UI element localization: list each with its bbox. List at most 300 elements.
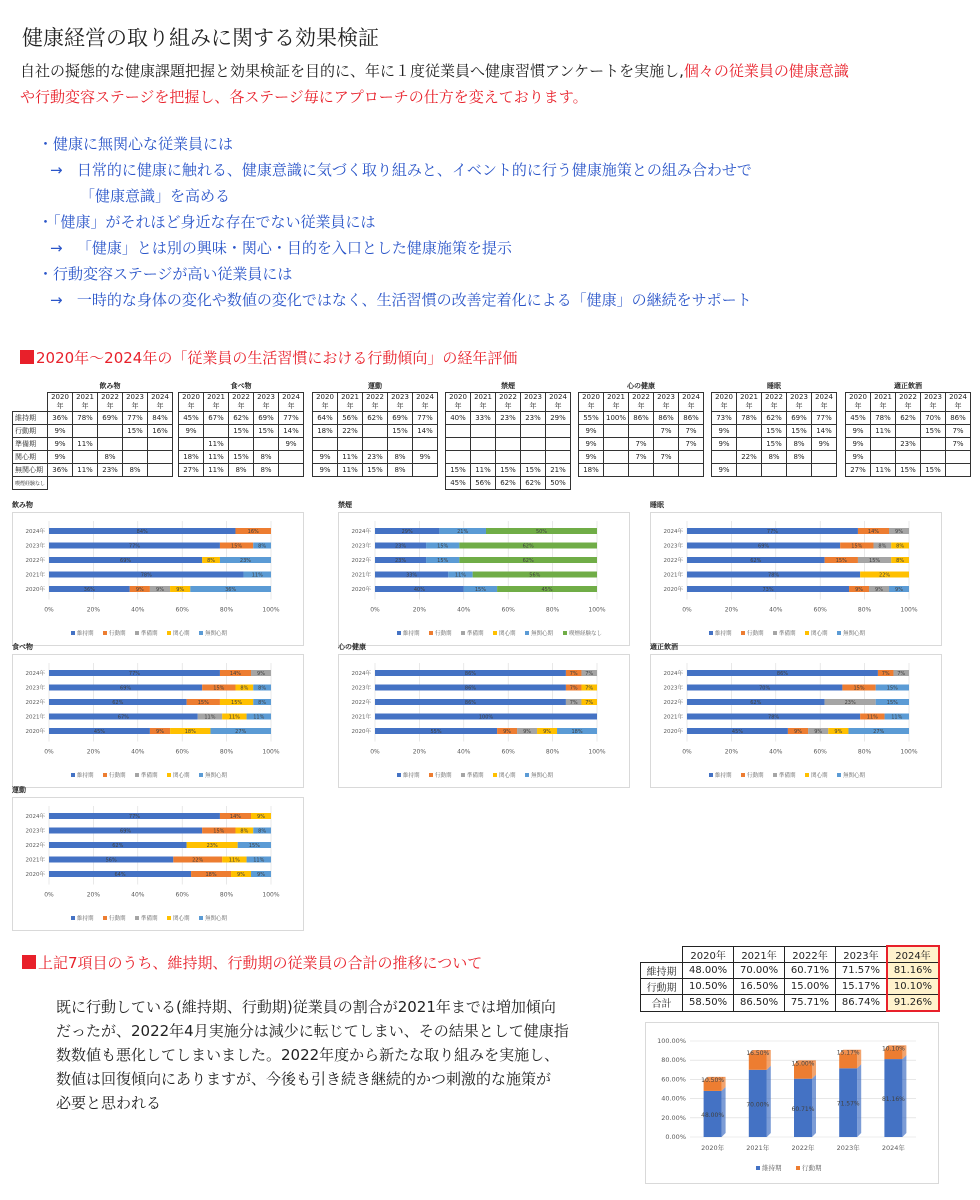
bar-value-label: 15%	[231, 543, 243, 550]
stage-cell: 18%	[313, 425, 338, 438]
stage-cell	[179, 438, 204, 451]
stage-cell: 27%	[846, 464, 871, 477]
stage-cell: 7%	[946, 438, 971, 451]
summary-cell: 70.00%	[734, 963, 785, 979]
stage-cell: 22%	[338, 425, 363, 438]
stage-cell: 11%	[204, 451, 229, 464]
stage-cell: 29%	[546, 412, 571, 425]
summary-cell: 48.00%	[683, 963, 734, 979]
legend-label: 行動期	[435, 631, 452, 637]
y-tick-label: 2023年	[351, 685, 371, 692]
bar-value-label: 27%	[235, 729, 247, 735]
bar-value-label: 45%	[541, 587, 553, 593]
column-value-label: 10.10%	[881, 1045, 905, 1053]
legend-swatch	[167, 916, 171, 920]
bar-value-label: 22%	[879, 572, 891, 579]
bar-value-label: 86%	[464, 671, 477, 677]
year-header: 2021年	[73, 393, 98, 412]
stage-cell: 56%	[471, 477, 496, 490]
bar-value-label: 11%	[228, 714, 240, 721]
stage-cell: 77%	[123, 412, 148, 425]
bar-value-label: 9%	[855, 587, 864, 593]
stage-cell: 11%	[204, 438, 229, 451]
summary-3d-chart	[646, 1023, 938, 1183]
bar-value-label: 7%	[585, 685, 594, 692]
stage-cell: 62%	[896, 412, 921, 425]
stage-cell	[654, 464, 679, 477]
bar-value-label: 8%	[896, 558, 905, 564]
stage-chart-title: 睡眠	[650, 501, 664, 509]
section-heading-2	[22, 952, 482, 973]
column-value-label: 16.50%	[746, 1049, 770, 1057]
stage-chart-svg	[651, 655, 941, 787]
bar-value-label: 36%	[83, 587, 95, 593]
year-header: 2024年	[679, 393, 704, 412]
stage-cell	[654, 438, 679, 451]
bar-value-label: 73%	[762, 587, 774, 593]
stage-cell	[521, 438, 546, 451]
stage-cell	[921, 451, 946, 464]
x-tick-label: 40%	[131, 891, 145, 899]
stage-chart-svg	[13, 798, 303, 930]
stage-cell	[921, 438, 946, 451]
bar-value-label: 11%	[204, 714, 216, 721]
y-tick-label: 40.00%	[661, 1094, 686, 1103]
bar-value-label: 15%	[197, 700, 209, 706]
year-header: 2023年	[521, 393, 546, 412]
x-tick-label: 80%	[545, 606, 560, 614]
bar-value-label: 9%	[814, 729, 823, 735]
bar-value-label: 15%	[248, 843, 260, 849]
legend-swatch	[837, 631, 841, 635]
x-tick-label: 100%	[588, 606, 606, 614]
stage-cell: 23%	[896, 438, 921, 451]
bar-value-label: 69%	[758, 543, 770, 550]
legend-label: 喫煙経験なし	[569, 631, 603, 637]
legend-swatch	[71, 631, 75, 635]
stage-chart	[650, 654, 942, 788]
legend-label: 準備期	[141, 631, 158, 637]
bar-value-label: 67%	[117, 714, 129, 721]
x-tick-label: 60%	[175, 748, 189, 756]
bar-value-label: 11%	[228, 857, 240, 864]
legend-swatch	[805, 631, 809, 635]
x-tick-label: 40%	[457, 606, 471, 614]
summary-paragraph	[56, 995, 616, 1115]
stage-cell: 33%	[471, 412, 496, 425]
x-tick-label: 60%	[175, 606, 189, 614]
square-icon	[20, 350, 34, 364]
y-tick-label: 0.00%	[665, 1133, 686, 1141]
legend-swatch	[773, 773, 777, 777]
summary-header-cell: 2023年	[835, 946, 886, 963]
stage-table-title: 食べ物	[230, 382, 252, 390]
y-tick-label: 2021年	[351, 572, 371, 579]
bar-value-label: 78%	[768, 572, 780, 579]
stage-table	[578, 380, 704, 477]
bar-value-label: 18%	[184, 729, 196, 735]
summary-cell: 15.00%	[785, 979, 836, 995]
stage-cell: 7%	[629, 438, 654, 451]
stage-cell	[471, 438, 496, 451]
stage-cell	[629, 425, 654, 438]
y-tick-label: 2020年	[351, 587, 371, 593]
legend-label: 無関心期	[843, 773, 866, 779]
stage-cell	[946, 451, 971, 464]
bar-value-label: 8%	[896, 543, 905, 550]
stage-table-title: 運動	[368, 382, 382, 390]
stage-cell: 18%	[179, 451, 204, 464]
bar-value-label: 33%	[406, 572, 418, 579]
bar-value-label: 9%	[503, 729, 512, 735]
legend-label: 準備期	[141, 916, 158, 922]
stage-cell: 8%	[254, 451, 279, 464]
x-tick-label: 40%	[131, 748, 145, 756]
year-header: 2021年	[338, 393, 363, 412]
year-header: 2020年	[313, 393, 338, 412]
stage-label: 準備期	[13, 438, 48, 451]
year-header: 2022年	[629, 393, 654, 412]
bar-value-label: 9%	[257, 671, 265, 677]
x-tick-label: 100%	[262, 748, 280, 756]
stage-cell: 15%	[229, 451, 254, 464]
bar-value-label: 9%	[135, 587, 144, 593]
stage-cell: 11%	[73, 438, 98, 451]
bullet-cont: 「健康意識」を高める	[80, 187, 231, 205]
legend-swatch	[199, 916, 203, 920]
legend-label: 維持期	[715, 631, 732, 637]
x-tick-label: 0%	[44, 891, 54, 899]
bar-value-label: 36%	[225, 587, 237, 593]
y-tick-label: 2024年	[351, 529, 371, 535]
bar-value-label: 62%	[750, 700, 762, 706]
stage-cell: 50%	[546, 477, 571, 490]
column-value-label: 10.50%	[701, 1076, 725, 1084]
bar-value-label: 100%	[478, 714, 494, 721]
bar-value-label: 15%	[851, 543, 863, 550]
y-tick-label: 2021年	[25, 572, 45, 579]
stage-cell: 69%	[787, 412, 812, 425]
stage-cell: 15%	[388, 425, 413, 438]
y-tick-label: 2021年	[351, 714, 371, 721]
legend-swatch	[429, 773, 433, 777]
stage-cell	[148, 451, 173, 464]
x-tick-label: 40%	[131, 606, 145, 614]
stage-cell: 14%	[279, 425, 304, 438]
x-tick-label: 20%	[86, 891, 101, 899]
stage-cell: 9%	[579, 438, 604, 451]
summary-row-label: 行動期	[641, 979, 683, 995]
stage-cell: 9%	[48, 438, 73, 451]
stage-cell	[679, 464, 704, 477]
bar-value-label: 16%	[247, 529, 259, 535]
bar-value-label: 9%	[156, 587, 164, 593]
summary-header-cell	[641, 946, 683, 963]
stage-chart	[338, 512, 630, 646]
stage-cell: 77%	[279, 412, 304, 425]
legend-label: 関心期	[173, 631, 190, 637]
intro-line-1: 自社の擬態的な健康課題把握と効果検証を目的に、年に１度従業員へ健康習慣アンケートを実施し,	[20, 62, 684, 80]
bar-value-label: 21%	[457, 529, 469, 535]
summary-table	[640, 945, 940, 1012]
legend-swatch	[199, 773, 203, 777]
bar-value-label: 18%	[205, 872, 217, 878]
column-value-label: 81.16%	[881, 1096, 905, 1104]
y-tick-label: 2022年	[25, 558, 45, 564]
bar-value-label: 77%	[128, 543, 141, 550]
arrow-icon: →	[50, 239, 63, 257]
column-value-label: 60.71%	[791, 1105, 815, 1113]
stage-chart-title: 食べ物	[12, 643, 33, 651]
stage-table	[312, 380, 438, 477]
bar-value-label: 9%	[156, 729, 164, 735]
stage-cell	[871, 451, 896, 464]
column-value-label: 15.17%	[836, 1049, 860, 1057]
stage-cell: 9%	[413, 451, 438, 464]
legend-label: 準備期	[467, 631, 484, 637]
stage-cell	[812, 451, 837, 464]
bar-value-label: 11%	[253, 857, 265, 864]
stage-chart	[338, 654, 630, 788]
stage-cell: 11%	[338, 464, 363, 477]
legend-swatch	[103, 773, 107, 777]
bar-value-label: 8%	[878, 543, 887, 550]
legend-label: 行動期	[109, 631, 126, 637]
legend-swatch	[199, 631, 203, 635]
stage-cell: 11%	[73, 464, 98, 477]
bar-value-label: 9%	[875, 587, 883, 593]
stage-cell	[496, 438, 521, 451]
stage-cell: 7%	[679, 438, 704, 451]
stage-cell	[363, 425, 388, 438]
stage-cell: 15%	[496, 464, 521, 477]
bar-value-label: 8%	[240, 828, 249, 835]
stage-cell	[812, 464, 837, 477]
bar-value-label: 15%	[853, 685, 865, 692]
year-header: 2021年	[471, 393, 496, 412]
x-tick-label: 2021年	[746, 1144, 770, 1152]
stage-cell: 15%	[123, 425, 148, 438]
stage-cell: 7%	[629, 451, 654, 464]
paragraph-line: 数数値も悪化してしまいました。2022年度から新たな取り組みを実施し、	[56, 1046, 560, 1064]
bar-value-label: 8%	[258, 543, 267, 550]
stage-cell: 9%	[846, 425, 871, 438]
column-value-label: 15.00%	[791, 1060, 815, 1068]
stage-cell: 14%	[413, 425, 438, 438]
bar-value-label: 11%	[891, 714, 903, 721]
stage-cell	[496, 425, 521, 438]
stage-table	[445, 380, 571, 490]
legend-swatch	[461, 631, 465, 635]
year-header: 2023年	[254, 393, 279, 412]
bar-value-label: 15%	[437, 558, 449, 564]
stage-cell: 86%	[629, 412, 654, 425]
stage-cell: 23%	[496, 412, 521, 425]
legend-label: 無関心期	[205, 916, 228, 922]
stage-chart-title: 心の健康	[338, 643, 366, 651]
stage-cell: 9%	[812, 438, 837, 451]
bar-value-label: 11%	[251, 572, 263, 579]
stage-label: 喫煙経験なし	[13, 477, 48, 490]
year-header: 2024年	[546, 393, 571, 412]
stage-cell: 9%	[712, 438, 737, 451]
stage-cell: 15%	[229, 425, 254, 438]
legend-label: 関心期	[811, 631, 828, 637]
bar-value-label: 15%	[213, 828, 225, 835]
bar-value-label: 23%	[239, 558, 252, 564]
stage-chart-title: 飲み物	[12, 501, 33, 509]
stage-table-title: 睡眠	[767, 382, 781, 390]
year-header: 2022年	[98, 393, 123, 412]
stage-cell: 7%	[946, 425, 971, 438]
stage-cell: 69%	[388, 412, 413, 425]
legend-label: 行動期	[802, 1164, 822, 1172]
bar-value-label: 14%	[867, 529, 880, 535]
bar-value-label: 15%	[886, 685, 898, 692]
stage-cell	[546, 451, 571, 464]
bar-value-label: 45%	[731, 729, 744, 735]
summary-header-cell: 2022年	[785, 946, 836, 963]
bar-value-label: 62%	[522, 558, 534, 564]
bar-value-label: 86%	[776, 671, 789, 677]
stage-cell: 9%	[712, 425, 737, 438]
legend-label: 準備期	[141, 773, 158, 779]
stage-cell	[546, 425, 571, 438]
paragraph-line: だったが、2022年4月実施分は減少に転じてしまい、その結果として健康指	[56, 1022, 569, 1040]
intro-text	[20, 58, 970, 110]
stage-chart-title: 適正飲酒	[650, 643, 678, 651]
column-value-label: 71.57%	[836, 1100, 860, 1108]
stage-cell	[737, 425, 762, 438]
bar-value-label: 56%	[105, 857, 117, 864]
stage-cell	[279, 464, 304, 477]
stage-cell	[737, 464, 762, 477]
x-tick-label: 80%	[219, 606, 234, 614]
y-tick-label: 2023年	[25, 828, 45, 835]
y-tick-label: 2021年	[25, 714, 45, 721]
stage-cell	[98, 425, 123, 438]
x-tick-label: 0%	[682, 748, 692, 756]
stage-cell: 9%	[313, 451, 338, 464]
bar-value-label: 84%	[136, 529, 148, 535]
bar-value-label: 9%	[834, 729, 843, 735]
bullet-text: 一時的な身体の変化や数値の変化ではなく、生活習慣の改善定着化による「健康」の継続をサポート	[76, 291, 752, 309]
bar-value-label: 64%	[114, 872, 126, 878]
y-tick-label: 2023年	[351, 543, 371, 550]
legend-label: 準備期	[779, 631, 796, 637]
bar-value-label: 9%	[523, 729, 532, 735]
y-tick-label: 60.00%	[661, 1075, 686, 1084]
stage-chart-svg	[13, 655, 303, 787]
x-tick-label: 60%	[813, 748, 827, 756]
x-tick-label: 2020年	[701, 1144, 725, 1152]
stage-cell	[363, 438, 388, 451]
stage-cell: 62%	[229, 412, 254, 425]
y-tick-label: 2021年	[663, 572, 683, 579]
legend-label: 維持期	[77, 773, 94, 779]
stage-cell: 62%	[363, 412, 388, 425]
stage-cell: 21%	[546, 464, 571, 477]
bar-value-label: 9%	[257, 814, 265, 820]
stage-cell	[338, 438, 363, 451]
stage-chart-svg	[339, 513, 629, 645]
bar-value-label: 86%	[464, 685, 477, 692]
stage-cell: 45%	[446, 477, 471, 490]
year-header: 2021年	[204, 393, 229, 412]
stage-cell	[148, 438, 173, 451]
stage-chart	[12, 512, 304, 646]
legend-label: 行動期	[747, 631, 764, 637]
year-header: 2023年	[388, 393, 413, 412]
stage-cell	[446, 425, 471, 438]
y-tick-label: 2024年	[351, 671, 371, 677]
stage-cell: 8%	[98, 451, 123, 464]
bar-value-label: 15%	[474, 587, 487, 593]
y-tick-label: 2021年	[663, 714, 683, 721]
stage-cell: 9%	[579, 451, 604, 464]
bullet-list	[38, 131, 958, 313]
arrow-icon: →	[50, 161, 63, 179]
bar-value-label: 56%	[529, 572, 541, 579]
legend-swatch	[135, 916, 139, 920]
stage-cell: 70%	[921, 412, 946, 425]
y-tick-label: 2020年	[25, 587, 45, 593]
stage-table-title: 飲み物	[99, 382, 121, 390]
stage-cell	[279, 451, 304, 464]
stage-cell: 84%	[148, 412, 173, 425]
stage-cell: 36%	[48, 464, 73, 477]
x-tick-label: 100%	[262, 606, 280, 614]
bar-value-label: 15%	[869, 558, 881, 564]
stage-cell: 15%	[762, 438, 787, 451]
stage-cell: 22%	[737, 451, 762, 464]
y-tick-label: 100.00%	[657, 1037, 686, 1045]
bar-value-label: 70%	[759, 685, 771, 692]
bar-value-label: 14%	[229, 671, 242, 677]
legend-swatch	[429, 631, 433, 635]
stage-cell: 15%	[896, 464, 921, 477]
stage-table-title: 禁煙	[501, 382, 515, 390]
stage-cell	[896, 451, 921, 464]
stage-cell: 45%	[179, 412, 204, 425]
legend-label: 維持期	[403, 773, 420, 779]
stage-cell: 78%	[73, 412, 98, 425]
legend-label: 関心期	[173, 916, 190, 922]
bar-value-label: 11%	[454, 572, 467, 579]
legend-label: 維持期	[77, 631, 94, 637]
y-tick-label: 2023年	[25, 543, 45, 550]
stage-cell: 15%	[921, 464, 946, 477]
column-value-label: 70.00%	[746, 1101, 770, 1109]
stage-cell	[604, 451, 629, 464]
stage-cell: 86%	[679, 412, 704, 425]
y-tick-label: 2023年	[663, 685, 683, 692]
legend-swatch	[525, 773, 529, 777]
x-tick-label: 20%	[724, 606, 739, 614]
bar-value-label: 15%	[835, 558, 847, 564]
year-header: 2020年	[846, 393, 871, 412]
bar-value-label: 7%	[585, 671, 594, 677]
stage-cell: 23%	[521, 412, 546, 425]
x-tick-label: 80%	[545, 748, 560, 756]
stage-cell	[762, 464, 787, 477]
intro-line-2: や行動変容ステージを把握し、各ステージ毎にアプローチの仕方を変えております。	[20, 88, 588, 106]
y-tick-label: 2024年	[663, 529, 683, 535]
year-header: 2020年	[179, 393, 204, 412]
stage-cell: 7%	[654, 425, 679, 438]
legend-label: 行動期	[747, 773, 764, 779]
stage-cell	[521, 425, 546, 438]
